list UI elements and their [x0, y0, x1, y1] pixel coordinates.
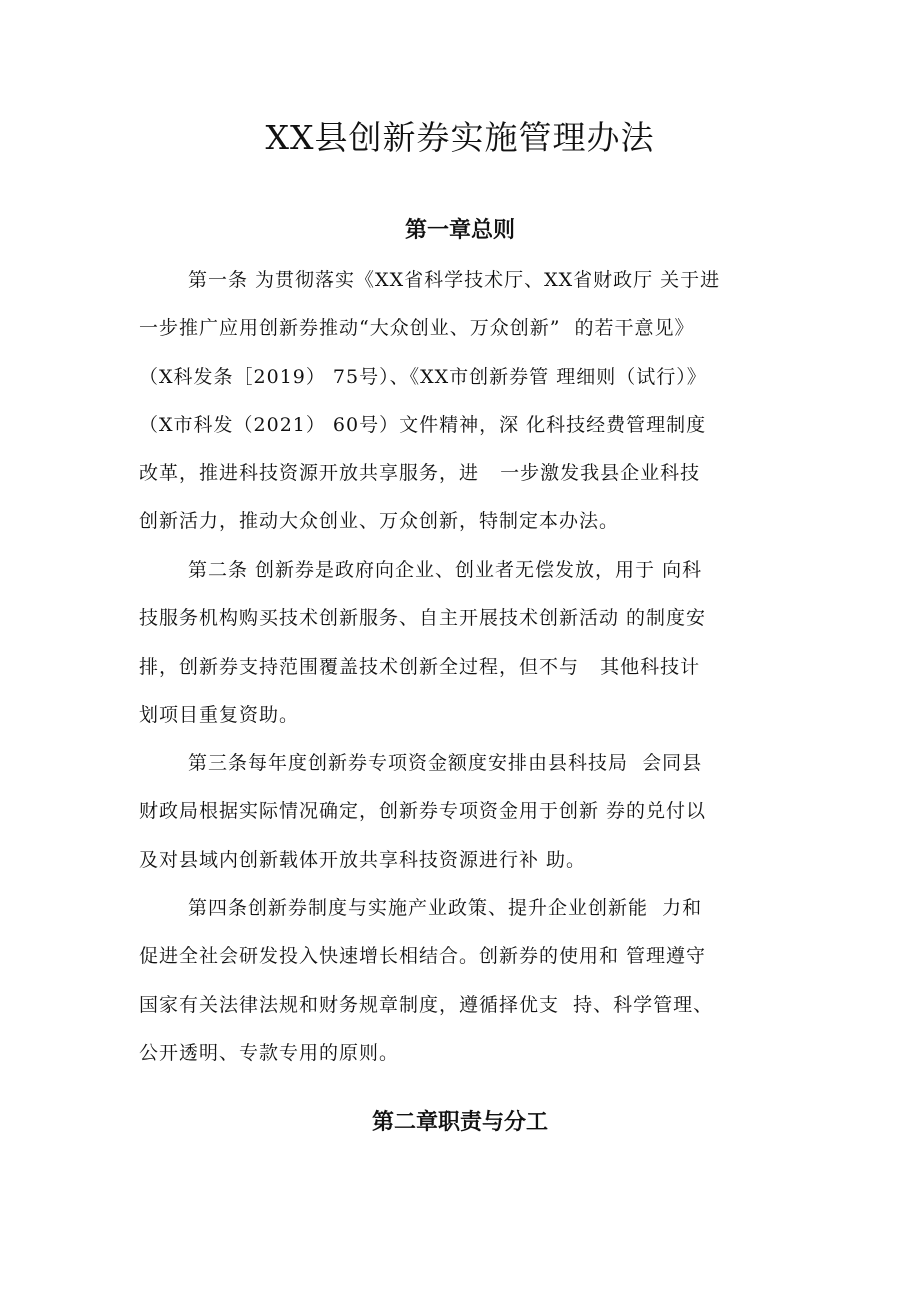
paragraph-line: 第一条 为贯彻落实《XX省科学技术厅、XX省财政厅 关于进 — [188, 269, 721, 291]
article-3-paragraph — [139, 739, 799, 884]
article-1-paragraph — [139, 256, 799, 546]
paragraph-line: 公开透明、专款专用的原则。 — [139, 1041, 400, 1064]
paragraph-line: 财政局根据实际情况确定，创新券专项资金用于创新 券的兑付以 — [139, 800, 707, 823]
chapter-heading-duties-and-division: 第二章职责与分工 — [371, 1110, 548, 1135]
paragraph-line: 创新活力，推动大众创业、万众创新，特制定本办法。 — [139, 510, 620, 533]
paragraph-line: 第二条 创新券是政府向企业、创业者无偿发放，用于 向科 — [188, 559, 703, 581]
paragraph-line: 划项目重复资助。 — [139, 703, 300, 726]
paragraph-line: 及对县域内创新载体开放共享科技资源进行补 助。 — [139, 848, 587, 871]
paragraph-line: 国家有关法律法规和财务规章制度，遵循择优支 持、科学管理、 — [139, 993, 714, 1016]
paragraph-line: 一步推广应用创新券推动“大众创业、万众创新” 的若干意见》 — [139, 317, 695, 340]
article-2-paragraph — [139, 546, 799, 739]
paragraph-line: 第四条创新券制度与实施产业政策、提升企业创新能 力和 — [188, 897, 703, 919]
document-title: XX县创新券实施管理办法 — [265, 118, 655, 157]
article-4-paragraph — [139, 884, 799, 1077]
paragraph-line: 改革，推进科技资源开放共享服务，进 一步激发我县企业科技 — [139, 462, 701, 485]
paragraph-line: （X市科发（2021） 60号）文件精神，深 化科技经费管理制度 — [139, 413, 707, 436]
paragraph-line: 促进全社会研发投入快速增长相结合。创新券的使用和 管理遵守 — [139, 945, 707, 968]
chapter-heading-general-provisions: 第一章总则 — [404, 218, 515, 243]
paragraph-line: 排，创新券支持范围覆盖技术创新全过程，但不与 其他科技计 — [139, 655, 701, 678]
paragraph-line: 第三条每年度创新券专项资金额度安排由县科技局 会同县 — [188, 752, 703, 774]
paragraph-line: （X科发条［2019） 75号）、《XX市创新券管 理细则（试行）》 — [139, 365, 707, 388]
paragraph-line: 技服务机构购买技术创新服务、自主开展技术创新活动 的制度安 — [139, 607, 707, 630]
